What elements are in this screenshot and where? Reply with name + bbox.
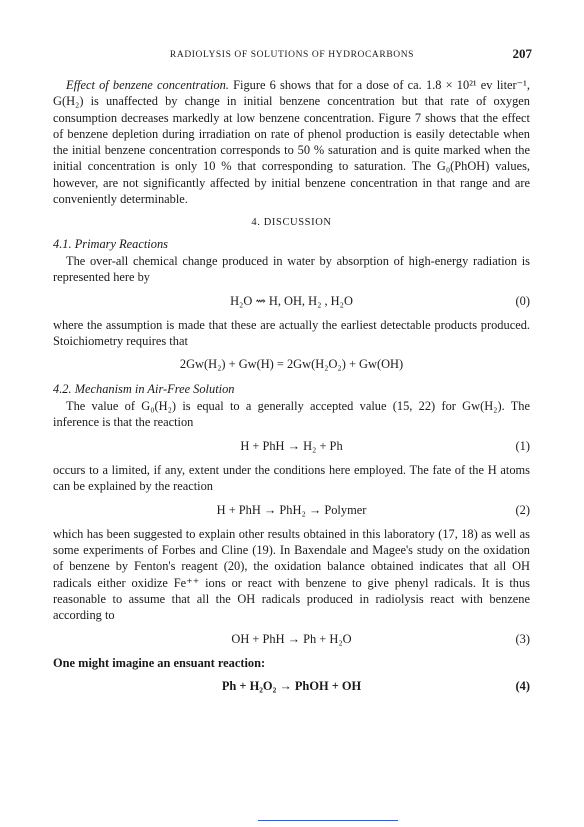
equation-text: H + PhH → PhH₂ → Polymer — [216, 502, 367, 517]
subsection-heading-primary-reactions — [53, 236, 530, 252]
paragraph-limited-extent: occurs to a limited, if any, extent under the conditions here employed. The fate of the H atoms can be explained by the reaction — [53, 462, 530, 494]
equation-2 — [53, 502, 530, 518]
equation-text: 2Gw(H₂) + Gw(H) = 2Gw(H₂O₂) + Gw(OH) — [179, 357, 404, 372]
subsection-number: 4.2. — [53, 381, 72, 396]
paragraph-text: Figure 6 shows that for a dose of ca. 1.8 × 10²¹ ev liter⁻¹, G(H₂) is unaffected by change in initial benzene concentration but that rate of oxygen consumption decreases markedly at low benzene concentration. Figure 7 shows that the effect of benzene depletion during irradiation on rate of phenol production is easily detectable when the initial benzene concentration corresponds to 50 % saturation and is quite marked when the initial concentration is only 10 % that corresponding to saturation. The G₀(PhOH) values, however, are not significantly affected by initial benzene concentration in that range and are conveniently determinable. — [53, 78, 530, 207]
equation-number: (3) — [515, 631, 530, 646]
paragraph-over-all-change: The over-all chemical change produced in water by absorption of high-energy radiation is represented here by — [53, 253, 530, 285]
equation-4 — [53, 678, 530, 694]
paragraph-assumption: where the assumption is made that these are actually the earliest detectable products produced. Stoichiometry requires that — [53, 317, 530, 349]
equation-1 — [53, 438, 530, 454]
equation-number: (0) — [515, 293, 530, 308]
subsection-title: Primary Reactions — [74, 236, 168, 251]
page-number: 207 — [512, 46, 532, 61]
equation-text: Ph + H₂O₂ → PhOH + OH — [221, 679, 362, 694]
paragraph-baxendale-magee: which has been suggested to explain other results obtained in this laboratory (17, 18) as well as some experiments of Forbes and Cline (19). In Baxendale and Magee's study on the oxidation of benzene by Fenton's reagent (20), the oxidation balance obtained indicates that all OH radicals either oxidize Fe⁺⁺ ions or react with benzene to give phenyl radicals. It is thus reasonable to assume that all the OH radicals produced in radiolysis react with benzene according to — [53, 526, 530, 623]
paragraph-ensuant-reaction: One might imagine an ensuant reaction: — [53, 655, 266, 670]
section-heading: 4. DISCUSSION — [251, 217, 332, 229]
equation-text: H₂O ⇝ H, OH, H₂ , H₂O — [230, 293, 353, 308]
paragraph-benzene-concentration — [53, 77, 530, 207]
footer-link-underline — [258, 820, 398, 821]
equation-text: H + PhH → H₂ + Ph — [240, 438, 343, 453]
running-head — [0, 44, 584, 64]
subsection-title: Mechanism in Air-Free Solution — [74, 381, 235, 396]
equation-number: (4) — [515, 679, 530, 694]
paragraph-value-g0: The value of G₀(H₂) is equal to a generally accepted value (15, 22) for Gw(H₂). The inference is that the reaction — [53, 399, 530, 430]
subsection-number: 4.1. — [53, 236, 72, 251]
equation-number: (2) — [515, 502, 530, 517]
equation-3 — [53, 631, 530, 647]
paragraph-lead: Effect of benzene concentration. — [66, 78, 229, 92]
equation-number: (1) — [515, 438, 530, 453]
article-body — [53, 77, 530, 703]
subsection-heading-air-free — [53, 381, 530, 397]
equation-0 — [53, 293, 530, 309]
equation-text: OH + PhH → Ph + H₂O — [231, 631, 352, 646]
running-title: RADIOLYSIS OF SOLUTIONS OF HYDROCARBONS — [169, 50, 415, 60]
equation-stoichiometry — [53, 356, 530, 372]
